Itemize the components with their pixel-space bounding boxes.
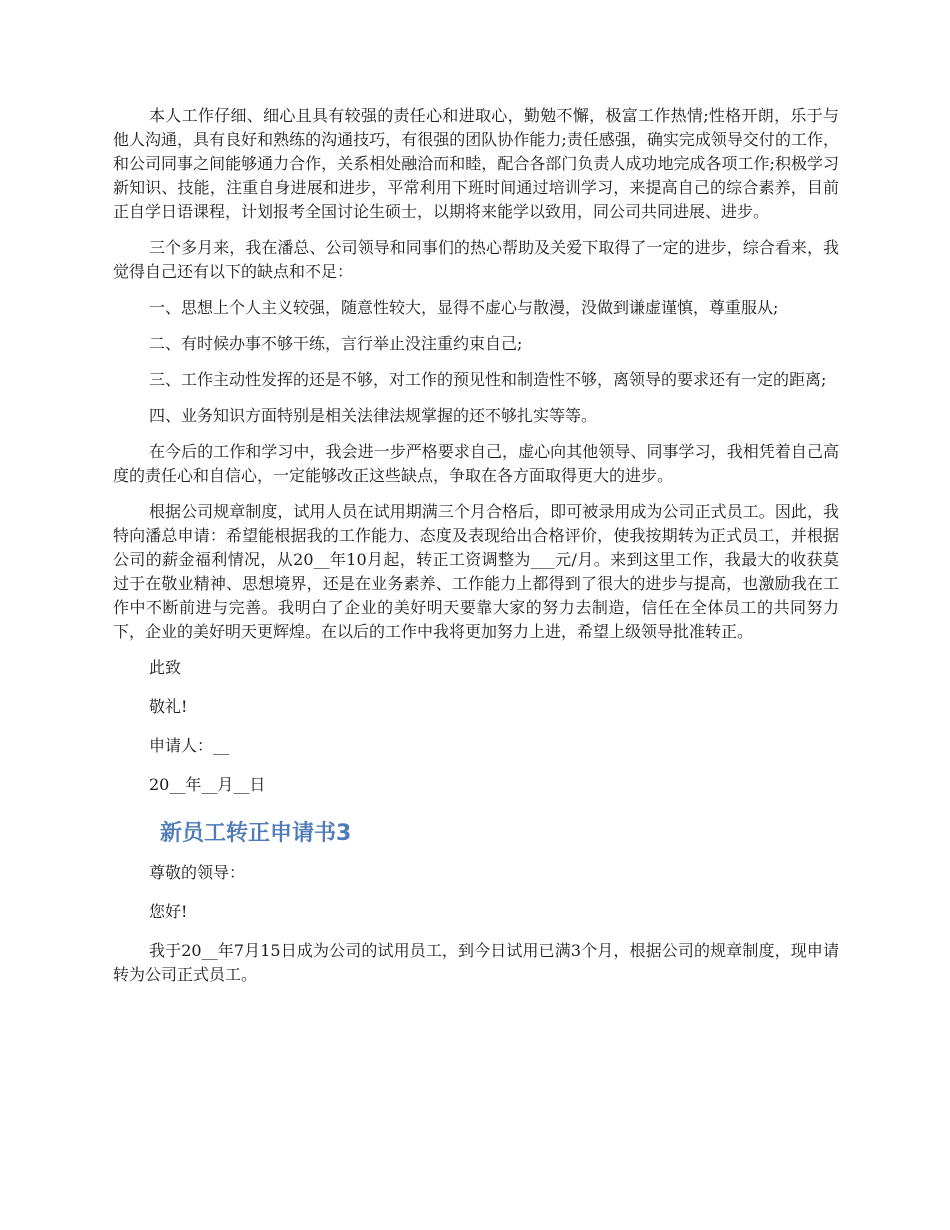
paragraph-shortcoming-1: 一、思想上个人主义较强，随意性较大，显得不虚心与散漫，没做到谦虚谨慎，尊重服从; xyxy=(149,298,779,317)
closing-line-2: 敬礼! xyxy=(149,697,188,716)
paragraph-shortcoming-3: 三、工作主动性发挥的还是不够，对工作的预见性和制造性不够，离领导的要求还有一定的距离; xyxy=(149,370,827,389)
closing-line-1: 此致 xyxy=(149,658,182,677)
paragraph-shortcoming-4: 四、业务知识方面特别是相关法律法规掌握的还不够扎实等等。 xyxy=(149,406,598,425)
closing-applicant: 申请人：__ xyxy=(149,736,230,755)
document-body xyxy=(113,104,839,999)
paragraph-future-plan: 在今后的工作和学习中，我会进一步严格要求自己，虚心向其他领导、同事学习，我相凭着自己高度的责任心和自信心，一定能够改正这些缺点，争取在各方面取得更大的进步。 xyxy=(113,442,839,485)
closing-date: 20__年__月__日 xyxy=(149,775,266,794)
paragraph-shortcoming-2: 二、有时候办事不够干练，言行举止没注重约束自己; xyxy=(149,334,523,353)
paragraph-application-request: 根据公司规章制度，试用人员在试用期满三个月合格后，即可被录用成为公司正式员工。因此，我特向潘总申请：希望能根据我的工作能力、态度及表现给出合格评价，使我按期转为正式员工，并根据公司的薪金福利情况，从20__年10月起，转正工资调整为___元/月。来到这里工作，我最大的收获莫过于在敬业精神、思想境界，还是在业务素养、工作能力上都得到了很大的进步与提高，也激励我在工作中不断前进与完善。我明白了企业的美好明天要靠大家的努力去制造，信任在全体员工的共同努力下，企业的美好明天更辉煌。在以后的工作中我将更加努力上进，希望上级领导批准转正。 xyxy=(113,502,839,641)
section-body: 我于20__年7月15日成为公司的试用员工，到今日试用已满3个月，根据公司的规章制度，现申请转为公司正式员工。 xyxy=(113,941,839,984)
section-greeting: 您好! xyxy=(149,902,188,921)
section-salutation: 尊敬的领导： xyxy=(149,863,246,882)
section-heading: 新员工转正申请书3 xyxy=(160,821,352,846)
paragraph-self-assessment: 本人工作仔细、细心且具有较强的责任心和进取心，勤勉不懈，极富工作热情;性格开朗，乐于与他人沟通，具有良好和熟练的沟通技巧，有很强的团队协作能力;责任感强，确实完成领导交付的工作，和公司同事之间能够通力合作，关系相处融洽而和睦，配合各部门负责人成功地完成各项工作;积极学习新知识、技能，注重自身进展和进步，平常利用下班时间通过培训学习，来提高自己的综合素养，目前正自学日语课程，计划报考全国讨论生硕士，以期将来能学以致用，同公司共同进展、进步。 xyxy=(113,106,839,221)
paragraph-progress-summary: 三个多月来，我在潘总、公司领导和同事们的热心帮助及关爱下取得了一定的进步，综合看来，我觉得自己还有以下的缺点和不足： xyxy=(113,238,839,281)
